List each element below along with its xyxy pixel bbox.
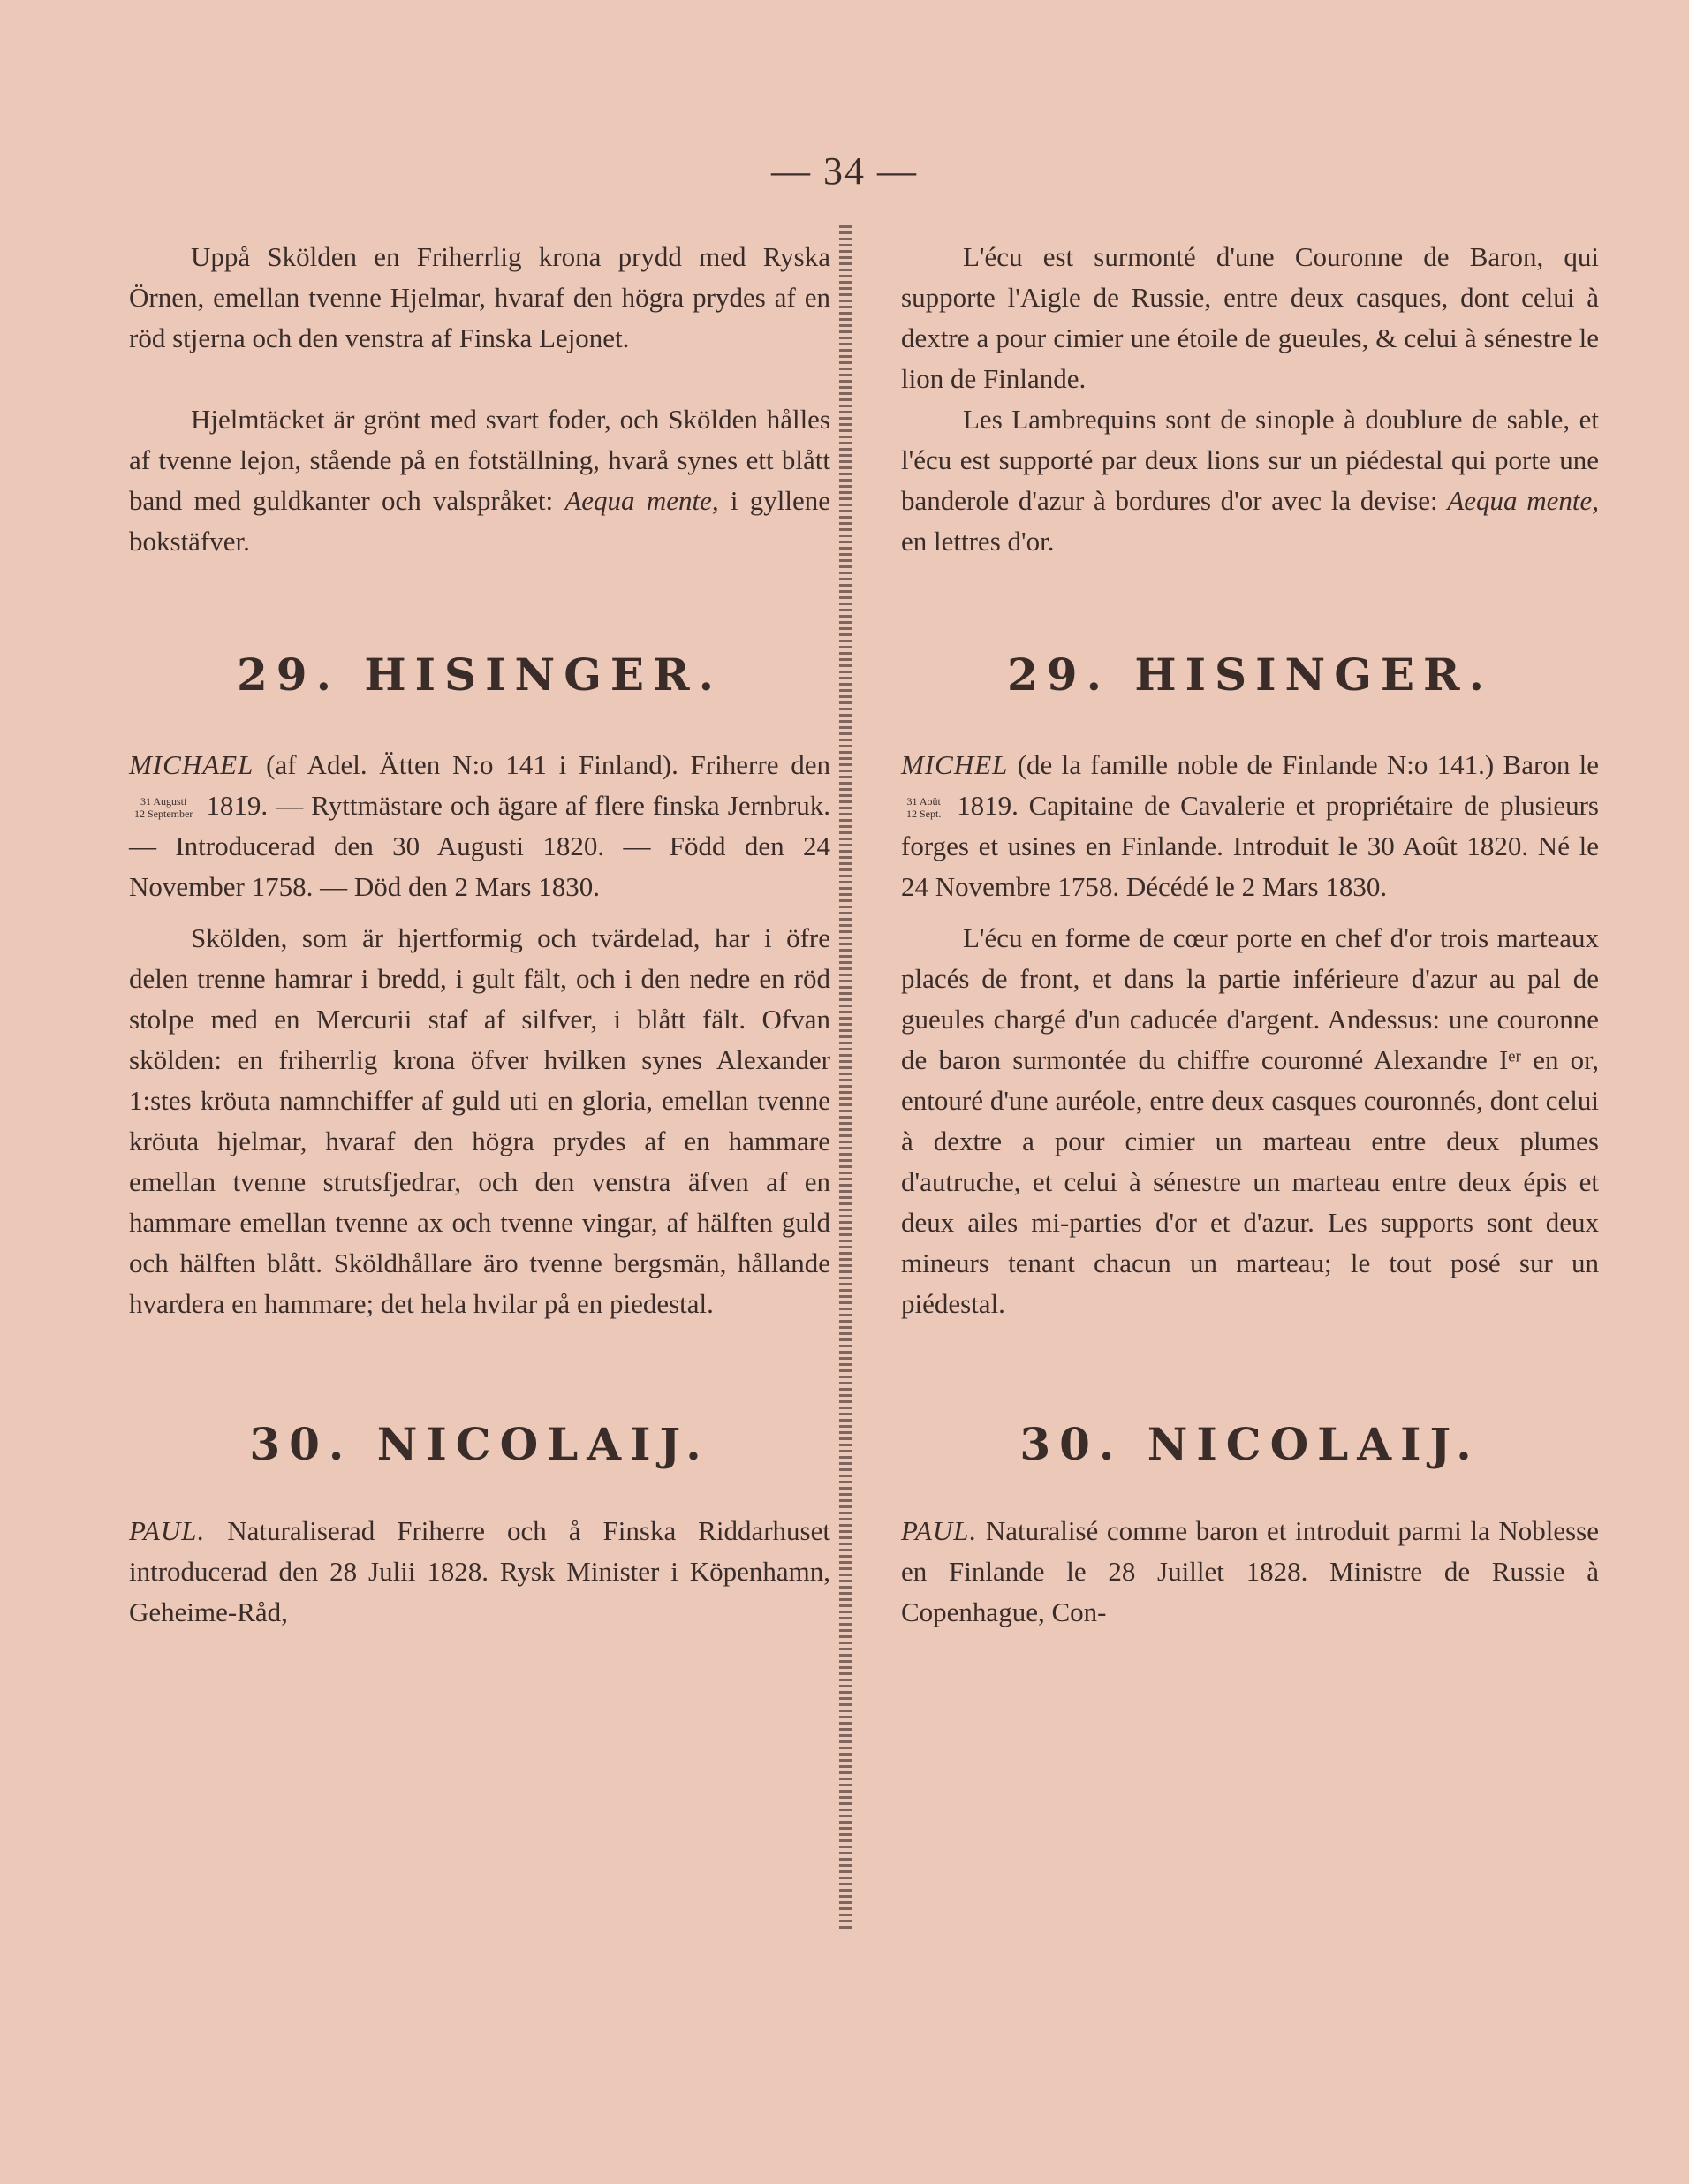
- left-para-crown: Uppå Skölden en Friherrlig krona prydd med Ryska Örnen, emellan tvenne Hjelmar, hvaraf den högra prydes af en röd stjerna och den venstra af Finska Lejonet.: [129, 241, 830, 353]
- right-date-fraction: $\frac{\text{31 Août}}{\text{12 Sept.}}$: [906, 795, 942, 821]
- column-separator: [839, 225, 852, 1930]
- left-entry-29-name: MICHAEL: [129, 749, 254, 780]
- left-heading-30: 30. NICOLAIJ.: [249, 1418, 710, 1470]
- right-para-crown: L'écu est surmonté d'une Couronne de Baron, qui supporte l'Aigle de Russie, entre deux casques, dont celui à dextre a pour cimier une étoile de gueules, & celui à sénestre le lion de Finlande.: [901, 241, 1599, 394]
- right-entry-30-name: PAUL.: [901, 1515, 978, 1546]
- right-heading-29: 29. HISINGER.: [1007, 648, 1493, 701]
- page-number: — 34 —: [771, 149, 918, 193]
- left-para-mantling: Hjelmtäcket är grönt med svart foder, och Skölden hålles af tvenne lejon, stående på en fotställning, hvarå synes ett blått band med guldkanter och valspråket: Aequa mente, i gyllene bokstäfver.: [129, 404, 831, 557]
- right-motto: Aequa mente,: [1447, 485, 1599, 516]
- left-column: [129, 237, 830, 2004]
- left-entry-29-arms: Skölden, som är hjertformig och tvärdelad, har i öfre delen trenne hamrar i bredd, i gult fält, och i den nedre en röd stolpe med en Mercurii staf af silfver, i blått fält. Ofvan skölden: en friherrlig krona öfver hvilken synes Alexander 1:stes kröuta namnchiffer af guld uti en gloria, emellan tvenne kröuta hjelmar, hvaraf den högra prydes af en hammare emellan tvenne strutsfjedrar, och den venstra äfven af en hammare emellan tvenne ax och tvenne vingar, af hälften guld och hälften blått. Sköldhållare äro tvenne bergsmän, hållande hvardera en hammare; det hela hvilar på en piedestal.: [129, 922, 830, 1319]
- right-para-mantling: Les Lambrequins sont de sinople à doublure de sable, et l'écu est supporté par deux lions sur un piédestal qui porte une banderole d'azur à bordures d'or avec la devise: Aequa mente, en lettres d'or.: [901, 404, 1599, 557]
- left-entry-30-name: PAUL.: [129, 1515, 206, 1546]
- left-entry-30: PAUL. Naturaliserad Friherre och å Finska Riddarhuset introducerad den 28 Julii 1828. Rysk Minister i Köpenhamn, Geheime-Råd,: [129, 1515, 830, 1627]
- right-heading-30: 30. NICOLAIJ.: [1019, 1418, 1481, 1470]
- right-entry-29: MICHEL (de la famille noble de Finlande N:o 141.) Baron le $\frac{\text{31 Août}}{\text{12 Sept.}}$ 1819. Capitaine de Cavalerie et propriétaire de plusieurs forges et usines en Finlande. Introduit le 30 Août 1820. Né le 24 Novembre 1758. Décédé le 2 Mars 1830.: [901, 749, 1599, 902]
- right-entry-29-arms: L'écu en forme de cœur porte en chef d'or trois marteaux placés de front, et dans la partie inférieure d'azur au pal de gueules chargé d'un caducée d'argent. Andessus: une couronne de baron surmontée du chiffre couronné Alexandre Iᵉʳ en or, entouré d'une auréole, entre deux casques couronnés, dont celui à dextre a pour cimier un marteau entre deux plumes d'autruche, et celui à sénestre un marteau entre deux épis et deux ailes mi-parties d'or et d'azur. Les supports sont deux mineurs tenant chacun un marteau; le tout posé sur un piédestal.: [901, 922, 1599, 1319]
- left-motto: Aequa mente,: [564, 485, 719, 516]
- left-date-fraction: $\frac{\text{31 Augusti}}{\text{12 September}}$: [134, 795, 193, 821]
- left-heading-29: 29. HISINGER.: [237, 648, 723, 701]
- left-entry-29: MICHAEL (af Adel. Ätten N:o 141 i Finland). Friherre den $\frac{\text{31 Augusti}}{\text{12 September}}$ 1819. — Ryttmästare och ägare af flere finska Jernbruk. — Introducerad den 30 Augusti 1820. — Född den 24 November 1758. — Död den 2 Mars 1830.: [129, 749, 830, 902]
- right-column: [901, 237, 1599, 2004]
- right-entry-30: PAUL. Naturalisé comme baron et introduit parmi la Noblesse en Finlande le 28 Juillet 1828. Ministre de Russie à Copenhague, Con-: [901, 1515, 1599, 1627]
- right-entry-29-name: MICHEL: [901, 749, 1009, 780]
